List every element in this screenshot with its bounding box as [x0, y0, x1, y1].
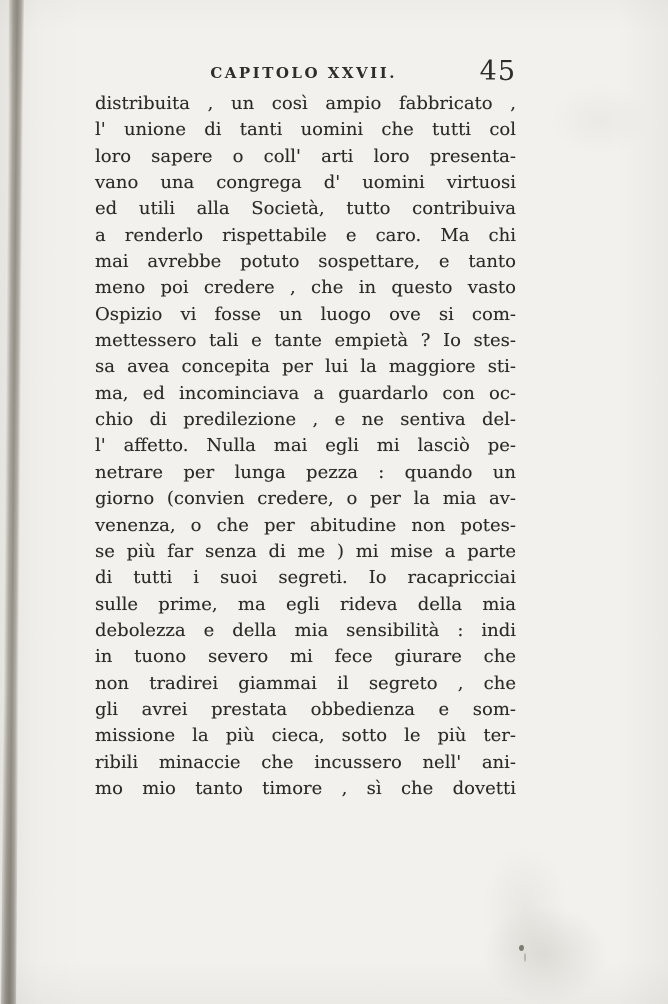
ink-speck	[519, 945, 524, 951]
text-line: in tuono severo mi fece giurare che	[95, 646, 516, 668]
page-number: 45	[479, 56, 516, 87]
text-line: gli avrei prestata obbedienza e som-	[95, 698, 516, 720]
text-line: l' unione di tanti uomini che tutti col	[95, 119, 516, 141]
text-line: a renderlo rispettabile e caro. Ma chi	[95, 224, 516, 246]
text-line: chio di predilezione , e ne sentiva del-	[95, 409, 516, 431]
binding-shadow	[1, 0, 24, 1004]
text-line: loro sapere o coll' arti loro presenta-	[95, 145, 516, 167]
body-text	[95, 91, 516, 802]
text-line: sa avea concepita per lui la maggiore sti-	[95, 356, 516, 378]
text-line: venenza, o che per abitudine non potes-	[95, 514, 516, 536]
text-line: netrare per lunga pezza : quando un	[95, 461, 516, 483]
page-content	[95, 0, 516, 802]
text-line: distribuita , un così ampio fabbricato ,	[95, 93, 516, 114]
text-line: se più far senza di me ) mi mise a parte	[95, 540, 516, 562]
text-line: di tutti i suoi segreti. Io racapricciai	[95, 567, 516, 589]
text-line: l' affetto. Nulla mai egli mi lasciò pe-	[95, 435, 516, 457]
text-line: mo mio tanto timore , sì che dovetti	[95, 777, 516, 799]
text-line: debolezza e della mia sensibilità : indi	[95, 619, 516, 641]
text-line: Ospizio vi fosse un luogo ove si com-	[95, 303, 516, 325]
text-line: ed utili alla Società, tutto contribuiva	[95, 198, 516, 220]
text-line: mettessero tali e tante empietà ? Io stes-	[95, 330, 516, 352]
page-header	[95, 0, 516, 87]
text-line: giorno (convien credere, o per la mia av-	[95, 488, 516, 510]
chapter-heading: CAPITOLO XXVII.	[210, 64, 397, 82]
text-line: vano una congrega d' uomini virtuosi	[95, 172, 516, 194]
text-line: meno poi credere , che in questo vasto	[95, 277, 516, 299]
text-line: non tradirei giammai il segreto , che	[95, 672, 516, 694]
ink-speck-small	[524, 953, 526, 962]
text-line: ribili minaccie che incussero nell' ani-	[95, 751, 516, 773]
text-line: missione la più cieca, sotto le più ter-	[95, 725, 516, 747]
text-line: mai avrebbe potuto sospettare, e tanto	[95, 251, 516, 273]
text-line: sulle prime, ma egli rideva della mia	[95, 593, 516, 615]
text-line: ma, ed incominciava a guardarlo con oc-	[95, 382, 516, 404]
